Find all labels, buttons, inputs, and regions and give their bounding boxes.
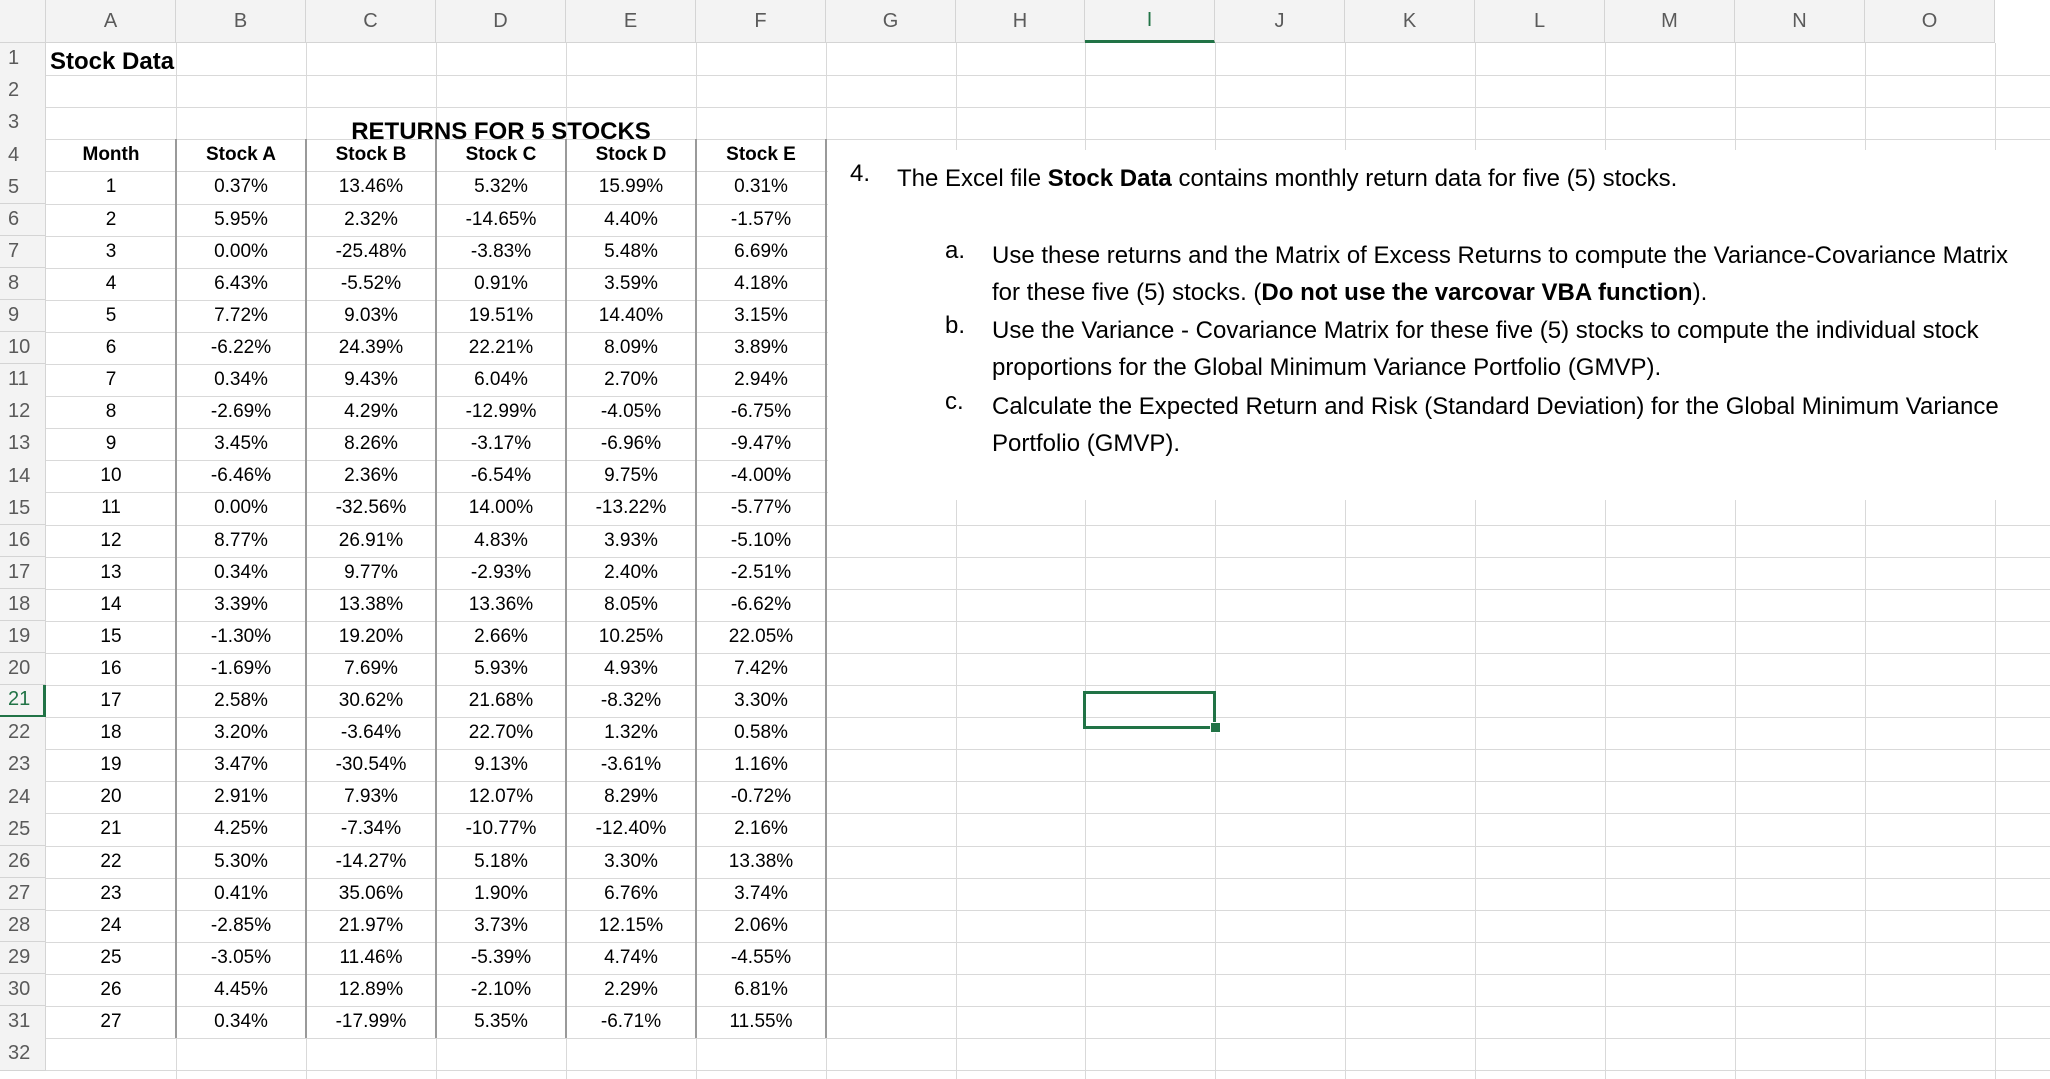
table-data-cell[interactable]: 4.25% (214, 818, 268, 840)
table-data-cell[interactable]: -3.05% (210, 946, 272, 968)
row-header-15[interactable]: 15 (0, 492, 46, 525)
table-data-cell[interactable]: 21.97% (338, 914, 404, 936)
table-data-cell[interactable]: 6.43% (214, 272, 268, 294)
table-data-cell[interactable]: 10.25% (598, 625, 664, 647)
table-data-cell[interactable]: -5.10% (730, 529, 792, 551)
table-data-cell[interactable]: 3.45% (214, 433, 268, 455)
row-header-5[interactable]: 5 (0, 171, 46, 204)
table-data-cell[interactable]: -14.65% (465, 208, 537, 230)
row-header-25[interactable]: 25 (0, 813, 46, 846)
row-header-8[interactable]: 8 (0, 268, 46, 301)
table-data-cell[interactable]: 27 (100, 1011, 122, 1033)
table-data-cell[interactable]: 8.09% (604, 336, 658, 358)
table-data-cell[interactable]: 5.32% (474, 176, 528, 198)
table-data-cell[interactable]: -1.30% (210, 625, 272, 647)
row-header-24[interactable]: 24 (0, 781, 46, 814)
table-data-cell[interactable]: -3.64% (340, 722, 402, 744)
table-header-cell[interactable]: Stock D (595, 144, 667, 166)
table-data-cell[interactable]: 5.30% (214, 850, 268, 872)
column-header-F[interactable]: F (696, 0, 826, 43)
table-data-cell[interactable]: 9 (105, 433, 117, 455)
table-data-cell[interactable]: 9.03% (344, 304, 398, 326)
grid-hline (46, 1070, 2050, 1071)
column-header-L[interactable]: L (1475, 0, 1605, 43)
table-data-cell[interactable]: 6.76% (604, 882, 658, 904)
table-data-cell[interactable]: 0.37% (214, 176, 268, 198)
table-data-cell[interactable]: -0.72% (730, 786, 792, 808)
table-data-cell[interactable]: -1.69% (210, 657, 272, 679)
row-header-22[interactable]: 22 (0, 717, 46, 750)
table-data-cell[interactable]: 14.40% (598, 304, 664, 326)
table-data-cell[interactable]: -5.77% (730, 497, 792, 519)
row-header-18[interactable]: 18 (0, 589, 46, 622)
table-data-cell[interactable]: 3.20% (214, 722, 268, 744)
table-data-cell[interactable]: 3 (105, 240, 117, 262)
table-data-cell[interactable]: 5.35% (474, 1011, 528, 1033)
table-data-cell[interactable]: -6.22% (210, 336, 272, 358)
question-intro (897, 160, 2037, 197)
table-data-cell[interactable]: -2.51% (730, 561, 792, 583)
row-header-3[interactable]: 3 (0, 107, 46, 140)
table-data-cell[interactable]: 2.40% (604, 561, 658, 583)
table-data-cell[interactable]: 6.69% (734, 240, 788, 262)
table-data-cell[interactable]: 3.30% (604, 850, 658, 872)
table-data-cell[interactable]: -3.61% (600, 754, 662, 776)
table-data-cell[interactable]: 12.89% (338, 978, 404, 1000)
table-data-cell[interactable]: 22.70% (468, 722, 534, 744)
table-data-cell[interactable]: 3.39% (214, 593, 268, 615)
column-header-M[interactable]: M (1605, 0, 1735, 43)
table-data-cell[interactable]: 13 (100, 561, 122, 583)
column-header-G[interactable]: G (826, 0, 956, 43)
row-header-27[interactable]: 27 (0, 878, 46, 911)
table-data-cell[interactable]: 15 (100, 625, 122, 647)
table-data-cell[interactable]: 22.05% (728, 625, 794, 647)
table-data-cell[interactable]: -13.22% (595, 497, 667, 519)
table-data-cell[interactable]: 2.66% (474, 625, 528, 647)
table-data-cell[interactable]: 8.05% (604, 593, 658, 615)
row-header-31[interactable]: 31 (0, 1006, 46, 1039)
table-data-cell[interactable]: 23 (100, 882, 122, 904)
table-header-cell[interactable]: Stock E (726, 144, 796, 166)
table-data-cell[interactable]: 35.06% (338, 882, 404, 904)
table-data-cell[interactable]: 21.68% (468, 690, 534, 712)
a-text-post: ). (1692, 279, 1708, 306)
table-data-cell[interactable]: 3.30% (734, 690, 788, 712)
row-header-21[interactable]: 21 (0, 685, 46, 718)
active-cell-I21[interactable] (1083, 691, 1216, 729)
table-data-cell[interactable]: 25 (100, 946, 122, 968)
row-header-7[interactable]: 7 (0, 236, 46, 269)
grid-hline (46, 75, 2050, 76)
table-data-cell[interactable]: -5.52% (340, 272, 402, 294)
table-header-cell[interactable]: Stock A (205, 144, 277, 166)
table-data-cell[interactable]: 5 (105, 304, 117, 326)
table-data-cell[interactable]: 30.62% (338, 690, 404, 712)
column-header-B[interactable]: B (176, 0, 306, 43)
table-data-cell[interactable]: 13.38% (728, 850, 794, 872)
table-data-cell[interactable]: 11 (101, 497, 121, 519)
column-header-C[interactable]: C (306, 0, 436, 43)
table-data-cell[interactable]: -2.85% (210, 914, 272, 936)
table-data-cell[interactable]: 18 (100, 722, 122, 744)
table-data-cell[interactable]: 2.58% (214, 690, 268, 712)
table-data-cell[interactable]: 15.99% (598, 176, 664, 198)
table-data-cell[interactable]: -4.55% (730, 946, 792, 968)
table-data-cell[interactable]: -6.96% (600, 433, 662, 455)
column-header-K[interactable]: K (1345, 0, 1475, 43)
table-data-cell[interactable]: -2.69% (210, 401, 272, 423)
table-data-cell[interactable]: 14 (100, 593, 122, 615)
grid-hline (46, 1038, 2050, 1039)
table-title-cell[interactable]: RETURNS FOR 5 STOCKS (351, 117, 651, 145)
table-data-cell[interactable]: -12.99% (465, 401, 537, 423)
row-header-20[interactable]: 20 (0, 653, 46, 686)
table-data-cell[interactable]: 10 (100, 465, 122, 487)
column-header-E[interactable]: E (566, 0, 696, 43)
table-data-cell[interactable]: 13.46% (338, 176, 404, 198)
table-data-cell[interactable]: 7.72% (214, 304, 268, 326)
column-header-N[interactable]: N (1735, 0, 1865, 43)
row-header-13[interactable]: 13 (0, 428, 46, 461)
table-data-cell[interactable]: 8 (105, 401, 117, 423)
question-b-letter: b. (945, 312, 966, 339)
select-all-corner[interactable] (0, 0, 46, 43)
table-data-cell[interactable]: 1.16% (734, 754, 788, 776)
table-data-cell[interactable]: 4.74% (604, 946, 658, 968)
table-data-cell[interactable]: -17.99% (335, 1011, 407, 1033)
table-data-cell[interactable]: 9.77% (344, 561, 398, 583)
row-header-12[interactable]: 12 (0, 396, 46, 429)
table-data-cell[interactable]: 5.48% (604, 240, 658, 262)
table-data-cell[interactable]: 11.46% (339, 946, 403, 968)
table-data-cell[interactable]: -9.47% (730, 433, 792, 455)
table-data-cell[interactable]: -6.75% (730, 401, 792, 423)
table-data-cell[interactable]: 2.29% (604, 978, 658, 1000)
table-data-cell[interactable]: -2.10% (470, 978, 532, 1000)
table-data-cell[interactable]: 0.58% (734, 722, 788, 744)
table-data-cell[interactable]: 8.77% (214, 529, 268, 551)
table-data-cell[interactable]: 4.40% (604, 208, 658, 230)
table-data-cell[interactable]: -12.40% (595, 818, 667, 840)
table-data-cell[interactable]: 13.38% (338, 593, 404, 615)
table-data-cell[interactable]: 8.29% (604, 786, 658, 808)
table-data-cell[interactable]: 3.74% (734, 882, 788, 904)
table-data-cell[interactable]: 26.91% (338, 529, 404, 551)
column-header-D[interactable]: D (436, 0, 566, 43)
table-data-cell[interactable]: -25.48% (335, 240, 407, 262)
table-data-cell[interactable]: 2.70% (604, 369, 658, 391)
row-header-4[interactable]: 4 (0, 139, 46, 172)
column-header-J[interactable]: J (1215, 0, 1345, 43)
table-data-cell[interactable]: 19.20% (338, 625, 404, 647)
table-data-cell[interactable]: 6.81% (734, 978, 788, 1000)
table-data-cell[interactable]: 7.42% (734, 657, 788, 679)
table-data-cell[interactable]: -8.32% (600, 690, 662, 712)
row-header-6[interactable]: 6 (0, 204, 46, 237)
row-header-19[interactable]: 19 (0, 621, 46, 654)
table-data-cell[interactable]: -30.54% (335, 754, 407, 776)
table-data-cell[interactable]: 0.41% (214, 882, 268, 904)
table-data-cell[interactable]: 9.43% (344, 369, 398, 391)
table-data-cell[interactable]: 9.13% (474, 754, 528, 776)
question-c-letter: c. (945, 388, 964, 415)
table-data-cell[interactable]: 2 (105, 208, 117, 230)
row-header-14[interactable]: 14 (0, 460, 46, 493)
table-data-cell[interactable]: -5.39% (470, 946, 532, 968)
row-header-1[interactable]: 1 (0, 43, 46, 76)
table-data-cell[interactable]: 9.75% (604, 465, 658, 487)
table-data-cell[interactable]: 2.94% (734, 369, 788, 391)
table-data-cell[interactable]: 21 (100, 818, 122, 840)
table-data-cell[interactable]: 14.00% (468, 497, 534, 519)
row-header-17[interactable]: 17 (0, 557, 46, 590)
table-data-cell[interactable]: 12.15% (598, 914, 664, 936)
table-data-cell[interactable]: -2.93% (470, 561, 532, 583)
table-data-cell[interactable]: 7.69% (344, 657, 398, 679)
table-header-cell[interactable]: Stock B (335, 144, 407, 166)
table-data-cell[interactable]: 22 (100, 850, 122, 872)
question-b-text: Use the Variance - Covariance Matrix for these five (5) stocks to compute the individual stock proportions for the Global Minimum Variance Portfolio (GMVP). (992, 317, 1979, 381)
row-header-10[interactable]: 10 (0, 332, 46, 365)
table-data-cell[interactable]: 12 (100, 529, 122, 551)
table-data-cell[interactable]: 22.21% (468, 336, 534, 358)
table-data-cell[interactable]: -4.00% (730, 465, 792, 487)
table-data-cell[interactable]: 1.32% (604, 722, 658, 744)
table-data-cell[interactable]: 2.16% (734, 818, 788, 840)
row-header-32[interactable]: 32 (0, 1038, 46, 1071)
table-data-cell[interactable]: 3.73% (474, 914, 528, 936)
table-header-cell[interactable]: Stock C (465, 144, 537, 166)
question-a-text (992, 237, 2032, 311)
table-data-cell[interactable]: 16 (100, 657, 122, 679)
table-data-cell[interactable]: 7.93% (344, 786, 398, 808)
table-data-cell[interactable]: 5.95% (214, 208, 268, 230)
column-header-H[interactable]: H (956, 0, 1085, 43)
table-data-cell[interactable]: 2.06% (734, 914, 788, 936)
table-data-cell[interactable]: 0.91% (474, 272, 528, 294)
question-number: 4. (850, 160, 871, 187)
table-data-cell[interactable]: 19.51% (468, 304, 534, 326)
row-header-11[interactable]: 11 (0, 364, 46, 397)
question-c-text: Calculate the Expected Return and Risk (Standard Deviation) for the Global Minimum Variance Portfolio (GMVP). (992, 393, 1999, 457)
column-header-I[interactable]: I (1085, 0, 1215, 43)
row-header-9[interactable]: 9 (0, 300, 46, 333)
table-data-cell[interactable]: -6.71% (600, 1011, 662, 1033)
row-header-26[interactable]: 26 (0, 846, 46, 879)
table-data-cell[interactable]: 7 (105, 369, 117, 391)
sheet-title-cell[interactable]: Stock Data (50, 47, 175, 75)
table-data-cell[interactable]: -6.54% (470, 465, 532, 487)
table-data-cell[interactable]: -6.62% (730, 593, 792, 615)
table-data-cell[interactable]: -7.34% (340, 818, 402, 840)
table-data-cell[interactable]: 2.36% (344, 465, 398, 487)
table-data-cell[interactable]: 12.07% (468, 786, 534, 808)
table-data-cell[interactable]: -32.56% (335, 497, 407, 519)
table-data-cell[interactable]: 8.26% (344, 433, 398, 455)
row-header-28[interactable]: 28 (0, 910, 46, 943)
column-header-O[interactable]: O (1865, 0, 1995, 43)
table-data-cell[interactable]: 4.29% (344, 401, 398, 423)
table-data-cell[interactable]: 3.89% (734, 336, 788, 358)
table-header-cell[interactable]: Month (82, 144, 140, 166)
table-data-cell[interactable]: 0.31% (734, 176, 788, 198)
table-data-cell[interactable]: 0.34% (214, 561, 268, 583)
table-data-cell[interactable]: 0.34% (214, 1011, 268, 1033)
row-header-23[interactable]: 23 (0, 749, 46, 782)
table-data-cell[interactable]: 24.39% (338, 336, 404, 358)
table-data-cell[interactable]: 4.18% (734, 272, 788, 294)
table-data-cell[interactable]: 4 (105, 272, 117, 294)
table-data-cell[interactable]: 4.83% (474, 529, 528, 551)
table-data-cell[interactable]: -10.77% (465, 818, 537, 840)
table-data-cell[interactable]: -1.57% (730, 208, 792, 230)
table-data-cell[interactable]: 1 (105, 176, 117, 198)
table-data-cell[interactable]: 2.32% (344, 208, 398, 230)
table-data-cell[interactable]: 6 (105, 336, 117, 358)
fill-handle[interactable] (1210, 722, 1221, 733)
question-a-letter: a. (945, 237, 966, 264)
table-data-cell[interactable]: 2.91% (214, 786, 268, 808)
table-data-cell[interactable]: 26 (100, 978, 122, 1000)
table-data-cell[interactable]: -14.27% (335, 850, 407, 872)
table-data-cell[interactable]: 5.93% (474, 657, 528, 679)
table-data-cell[interactable]: 3.59% (604, 272, 658, 294)
table-data-cell[interactable]: 3.93% (604, 529, 658, 551)
row-header-16[interactable]: 16 (0, 525, 46, 558)
intro-text-pre: The Excel file (897, 165, 1048, 192)
table-data-cell[interactable]: 3.47% (214, 754, 268, 776)
row-header-29[interactable]: 29 (0, 942, 46, 975)
a-text-pre: Use these returns and the Matrix of Excess Returns to compute the Variance-Covariance Matrix for these five (5) stocks. ( (992, 242, 2009, 306)
table-data-cell[interactable]: 17 (100, 690, 122, 712)
intro-text-bold: Stock Data (1047, 165, 1172, 192)
table-data-cell[interactable]: 0.00% (214, 240, 268, 262)
row-header-2[interactable]: 2 (0, 75, 46, 108)
table-data-cell[interactable]: 11.55% (729, 1011, 793, 1033)
table-data-cell[interactable]: 5.18% (474, 850, 528, 872)
table-data-cell[interactable]: -3.83% (470, 240, 532, 262)
row-header-30[interactable]: 30 (0, 974, 46, 1007)
table-data-cell[interactable]: 20 (100, 786, 122, 808)
table-data-cell[interactable]: 13.36% (468, 593, 534, 615)
table-data-cell[interactable]: 0.34% (214, 369, 268, 391)
table-data-cell[interactable]: 24 (100, 914, 122, 936)
table-data-cell[interactable]: 19 (100, 754, 122, 776)
a-text-bold: Do not use the varcovar VBA function (1261, 279, 1693, 306)
column-header-A[interactable]: A (46, 0, 176, 43)
table-data-cell[interactable]: 6.04% (474, 369, 528, 391)
table-data-cell[interactable]: 4.93% (604, 657, 658, 679)
intro-text-post: contains monthly return data for five (5) stocks. (1171, 165, 1678, 192)
grid-hline (46, 107, 2050, 108)
table-data-cell[interactable]: -4.05% (600, 401, 662, 423)
table-data-cell[interactable]: -3.17% (470, 433, 532, 455)
table-data-cell[interactable]: 1.90% (474, 882, 528, 904)
table-data-cell[interactable]: 0.00% (214, 497, 268, 519)
table-data-cell[interactable]: -6.46% (210, 465, 272, 487)
table-data-cell[interactable]: 3.15% (734, 304, 788, 326)
table-data-cell[interactable]: 4.45% (214, 978, 268, 1000)
